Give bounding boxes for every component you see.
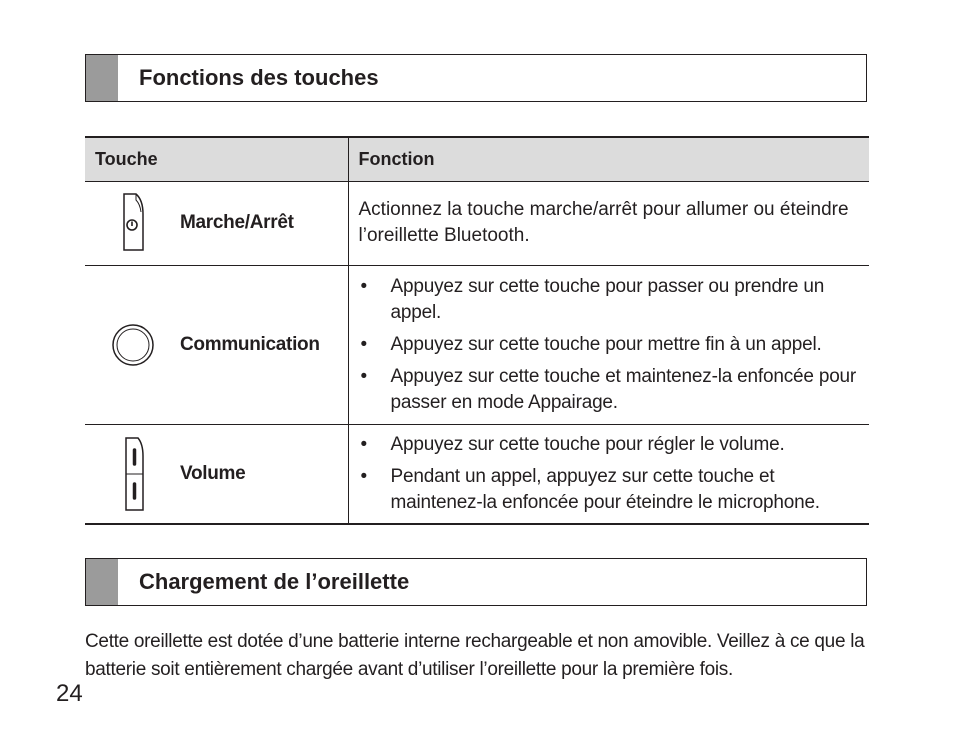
key-name: Marche/Arrêt bbox=[180, 212, 294, 233]
keys-table bbox=[85, 136, 869, 525]
section-header-chargement bbox=[85, 558, 867, 606]
touche-cell bbox=[85, 181, 348, 265]
column-header-fonction: Fonction bbox=[348, 137, 869, 181]
section-title: Fonctions des touches bbox=[139, 65, 379, 90]
fonction-cell bbox=[348, 181, 869, 265]
list-item: • Appuyez sur cette touche pour mettre fin à un appel. bbox=[359, 332, 860, 358]
table-header-row bbox=[85, 137, 869, 181]
key-name: Communication bbox=[180, 333, 320, 355]
table-row bbox=[85, 424, 869, 524]
page-number: 24 bbox=[56, 680, 83, 707]
fonction-cell bbox=[348, 424, 869, 524]
list-item: • Pendant un appel, appuyez sur cette touche et maintenez-la enfoncée pour éteindre le microphone. bbox=[359, 464, 860, 516]
section-header-fonctions bbox=[85, 54, 867, 102]
fonction-cell bbox=[348, 265, 869, 424]
table-row bbox=[85, 181, 869, 265]
section-title: Chargement de l’oreillette bbox=[139, 569, 410, 594]
table-row bbox=[85, 265, 869, 424]
bullet-list bbox=[349, 432, 870, 516]
list-item: • Appuyez sur cette touche pour régler le volume. bbox=[359, 432, 860, 458]
function-description: Actionnez la touche marche/arrêt pour allumer ou éteindre l’oreillette Bluetooth. bbox=[358, 199, 849, 246]
power-key-icon bbox=[85, 192, 180, 254]
key-name: Volume bbox=[180, 462, 246, 484]
column-header-touche: Touche bbox=[85, 137, 348, 181]
bullet-list bbox=[349, 274, 870, 416]
section-header-bar bbox=[86, 559, 118, 605]
touche-cell bbox=[85, 424, 348, 524]
list-item: • Appuyez sur cette touche pour passer ou prendre un appel. bbox=[359, 274, 860, 326]
touche-cell bbox=[85, 265, 348, 424]
section-header-bar bbox=[86, 55, 118, 101]
volume-key-icon bbox=[85, 436, 180, 512]
body-paragraph: Cette oreillette est dotée d’une batterie interne rechargeable et non amovible. Veillez à ce que la batterie soit entièrement chargée avant d’utiliser l’oreillette pour la première fois. bbox=[85, 631, 865, 680]
list-item: • Appuyez sur cette touche et maintenez-la enfoncée pour passer en mode Appairage. bbox=[359, 364, 860, 416]
communication-key-icon bbox=[85, 323, 180, 367]
